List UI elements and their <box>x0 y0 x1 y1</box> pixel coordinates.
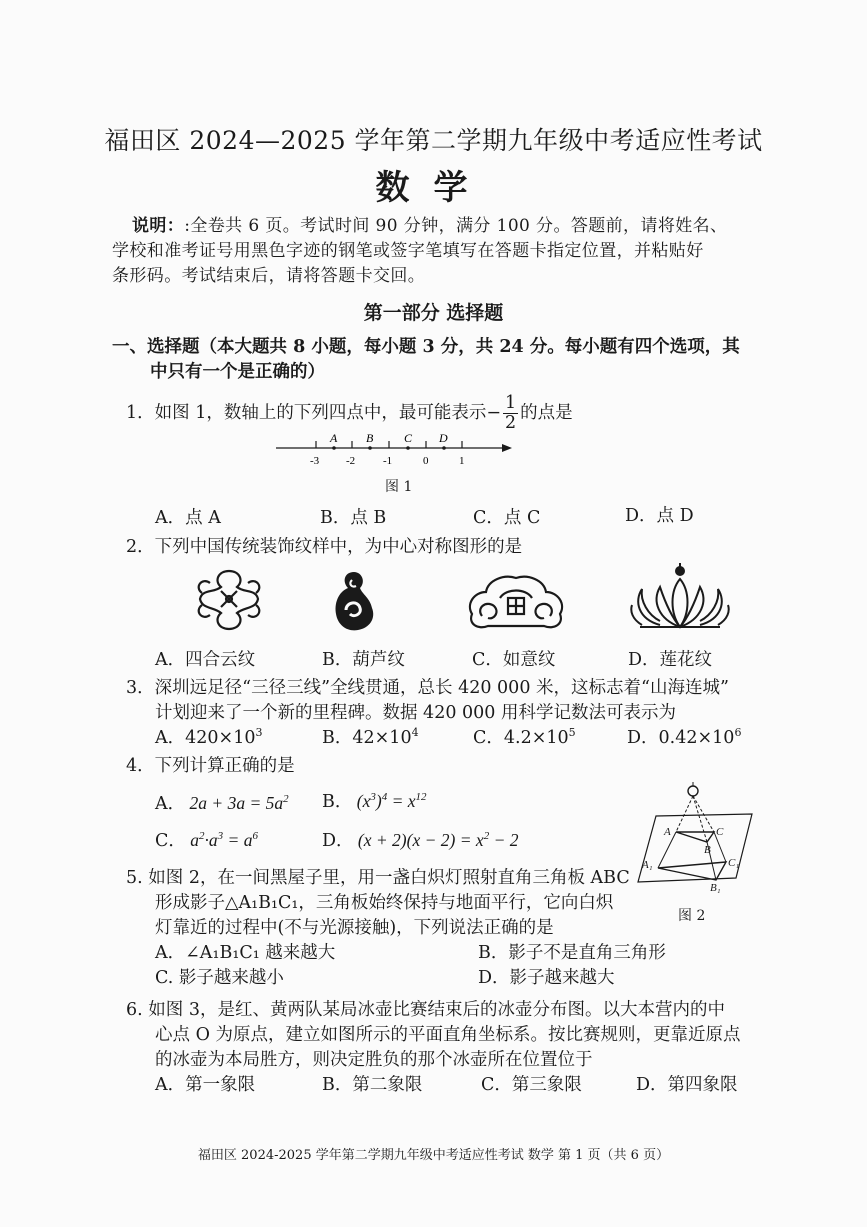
q1-text: 1．如图 1，数轴上的下列四点中，最可能表示− $\frac{1}{2}$ 的点是 <box>126 393 573 433</box>
q3-option-c[interactable]: C．$4.2\times 10^5$ <box>473 726 576 748</box>
label-a1: A₁ <box>642 859 653 871</box>
q6-option-b[interactable]: B．第二象限 <box>322 1075 423 1095</box>
q1-option-a[interactable]: A．点 A <box>155 508 221 528</box>
q4-option-d[interactable]: D． $(x + 2)(x - 2) = x^2 - 2$ <box>322 830 519 851</box>
lamp-shadow-figure <box>636 780 758 905</box>
instructions-line-1: 说明：:全卷共 6 页。考试时间 90 分钟，满分 100 分。答题前，请将姓名、 <box>132 216 728 236</box>
tick-label: 1 <box>459 455 465 467</box>
label-c: C <box>716 826 724 838</box>
point-d-dot <box>442 446 446 450</box>
lamp-icon <box>688 786 698 796</box>
ground-plane <box>638 814 752 882</box>
instructions-line-3: 条形码。考试结束后，请将答题卡交回。 <box>112 266 426 286</box>
point-a-dot <box>332 446 336 450</box>
q6-option-c[interactable]: C．第三象限 <box>481 1075 582 1095</box>
q6-line-1: 6. 如图 3，是红、黄两队某局冰壶比赛结束后的冰壶分布图。以大本营内的中 <box>126 1000 725 1020</box>
q1-minus: − <box>486 403 502 423</box>
point-b-dot <box>368 446 372 450</box>
label-c1: C₁ <box>728 857 740 869</box>
exam-title: 福田区 2024—2025 学年第二学期九年级中考适应性考试 <box>104 126 763 155</box>
q4-option-c[interactable]: C． $a^2\cdot a^3 = a^6$ <box>155 830 258 851</box>
q2-text: 2．下列中国传统装饰纹样中，为中心对称图形的是 <box>126 537 523 557</box>
q4-option-b[interactable]: B． $(x^3)^4 = x^{12}$ <box>322 791 427 812</box>
q6-option-a[interactable]: A．第一象限 <box>155 1075 256 1095</box>
number-line-figure <box>270 428 520 470</box>
tick-label: -1 <box>383 455 393 467</box>
section-heading-line-1: 一、选择题（本大题共 8 小题，每小题 3 分，共 24 分。每小题有四个选项，其 <box>112 337 740 357</box>
ruyi-pattern-image <box>464 568 568 634</box>
q2-option-d[interactable]: D．莲花纹 <box>628 650 713 670</box>
q6-option-d[interactable]: D．第四象限 <box>636 1075 738 1095</box>
tick-label: -3 <box>310 455 320 467</box>
point-a-label: A <box>330 431 338 445</box>
q1-fraction: $\frac{1}{2}$ <box>505 393 517 433</box>
q4-option-a[interactable]: A． $2a + 3a = 5a^2$ <box>155 793 289 814</box>
q1-option-c[interactable]: C．点 C <box>473 508 541 528</box>
section-heading-line-2: 中只有一个是正确的） <box>150 362 325 382</box>
q3-option-b[interactable]: B．$42\times 10^4$ <box>322 726 419 748</box>
label-b1: B₁ <box>710 882 721 894</box>
q5-option-b[interactable]: B．影子不是直角三角形 <box>478 943 666 963</box>
q3-option-a[interactable]: A．$420\times 10^3$ <box>155 726 263 748</box>
point-b-label: B <box>366 431 374 445</box>
q3-line-2: 计划迎来了一个新的里程碑。数据 420 000 用科学记数法可表示为 <box>155 703 676 723</box>
tick-label: -2 <box>346 455 356 467</box>
q5-line-3: 灯靠近的过程中(不与光源接触)，下列说法正确的是 <box>155 918 554 938</box>
q1-option-b[interactable]: B．点 B <box>320 508 387 528</box>
q4-text: 4．下列计算正确的是 <box>126 756 295 776</box>
lotus-pattern-image <box>630 561 730 635</box>
q2-option-a[interactable]: A．四合云纹 <box>155 650 256 670</box>
q2-option-b[interactable]: B．葫芦纹 <box>322 650 405 670</box>
axis-arrow-icon <box>502 444 512 452</box>
instructions-line-2: 学校和准考证号用黑色字迹的钢笔或签字笔填写在答题卡指定位置，并粘贴好 <box>112 241 704 261</box>
q3-line-1: 3．深圳远足径“三径三线”全线贯通，总长 420 000 米，这标志着“山海连城” <box>126 678 729 698</box>
q1-option-d[interactable]: D．点 D <box>625 506 694 526</box>
point-c-label: C <box>404 431 413 445</box>
q2-option-c[interactable]: C．如意纹 <box>472 650 556 670</box>
q6-line-2: 心点 O 为原点，建立如图所示的平面直角坐标系。按比赛规则，更靠近原点 <box>155 1025 741 1045</box>
q6-line-3: 的冰壶为本局胜方，则决定胜负的那个冰壶所在位置位于 <box>155 1050 593 1070</box>
q3-option-d[interactable]: D．$0.42\times 10^6$ <box>627 726 742 748</box>
q5-line-1: 5. 如图 2，在一间黑屋子里，用一盏白炽灯照射直角三角板 ABC <box>126 868 630 888</box>
q5-option-d[interactable]: D．影子越来越大 <box>478 968 615 988</box>
part1-title: 第一部分 选择题 <box>363 302 504 324</box>
point-d-label: D <box>439 431 448 445</box>
point-c-dot <box>406 446 410 450</box>
subject-title: 数学 <box>375 168 492 208</box>
label-a: A <box>664 826 671 838</box>
page-footer: 福田区 2024-2025 学年第二学期九年级中考适应性考试 数学 第 1 页（共 6 页） <box>197 1148 670 1163</box>
gourd-pattern-image <box>330 566 380 636</box>
q5-option-a[interactable]: A．∠A₁B₁C₁ 越来越大 <box>155 943 336 963</box>
figure1-caption: 图 1 <box>385 479 413 495</box>
label-b: B <box>704 844 711 856</box>
q5-option-c[interactable]: C. 影子越来越小 <box>155 968 284 988</box>
q5-line-2: 形成影子△A₁B₁C₁，三角板始终保持与地面平行，它向白炽 <box>155 893 614 913</box>
tick-label: 0 <box>423 455 429 467</box>
instructions-label: 说明： <box>132 216 185 236</box>
four-cloud-pattern-image <box>188 563 270 637</box>
figure2-caption: 图 2 <box>678 908 706 924</box>
